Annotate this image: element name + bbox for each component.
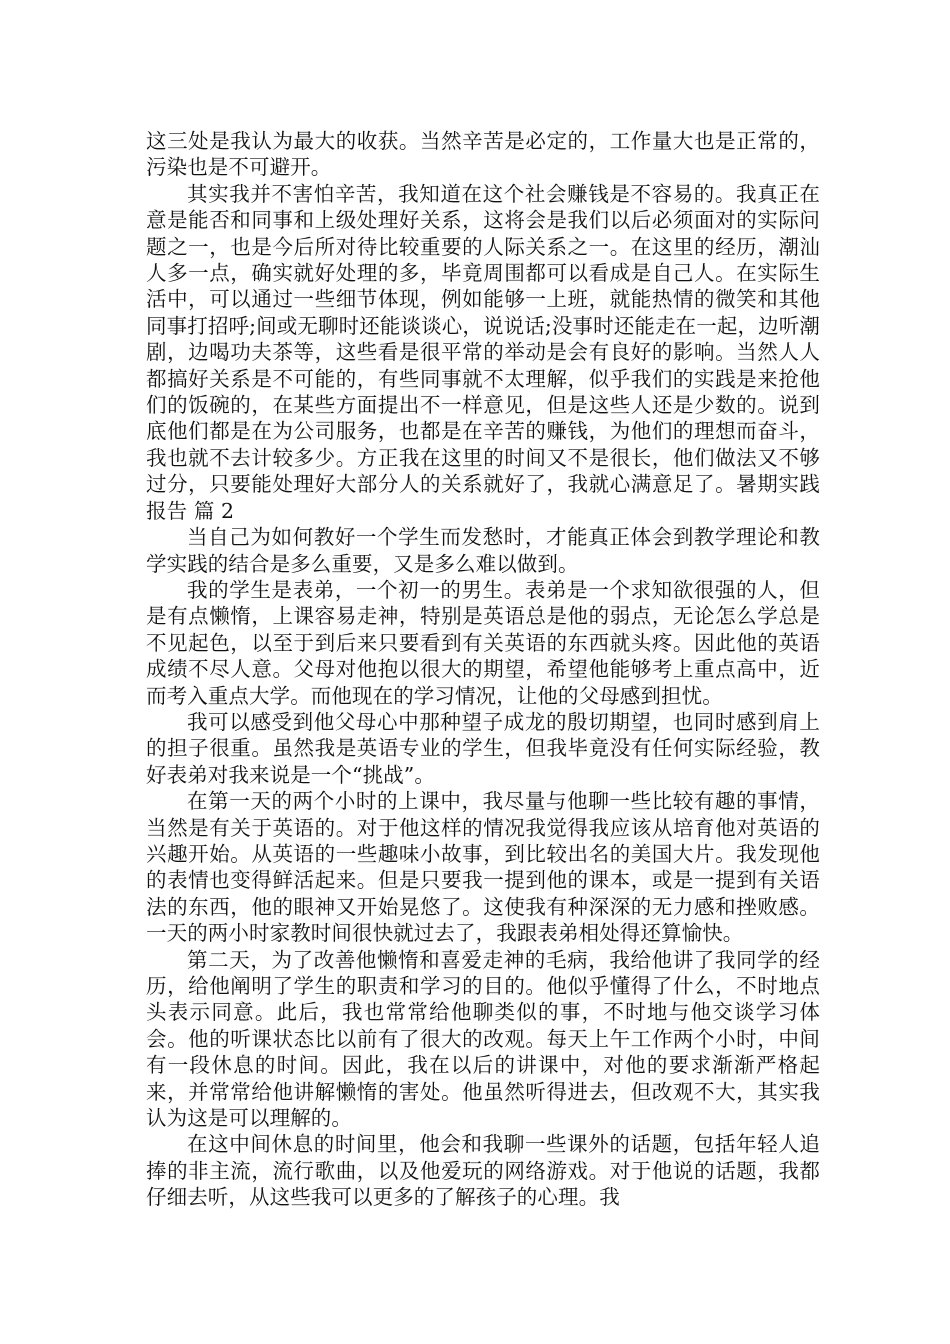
paragraph-3: 当自己为如何教好一个学生而发愁时，才能真正体会到教学理论和教学实践的结合是多么重要，又是多么难以做到。 — [146, 525, 820, 576]
paragraph-6: 在第一天的两个小时的上课中，我尽量与他聊一些比较有趣的事情，当然是有关于英语的。对于他这样的情况我觉得我应该从培育他对英语的兴趣开始。从英语的一些趣味小故事，到比较出名的美国大片。我发现他的表情也变得鲜活起来。但是只要我一提到他的课本，或是一提到有关语法的东西，他的眼神又开始晃悠了。这使我有种深深的无力感和挫败感。一天的两小时家教时间很快就过去了，我跟表弟相处得还算愉快。 — [146, 789, 820, 946]
paragraph-4: 我的学生是表弟，一个初一的男生。表弟是一个求知欲很强的人，但是有点懒惰，上课容易走神，特别是英语总是他的弱点，无论怎么学总是不见起色，以至于到后来只要看到有关英语的东西就头疼。因此他的英语成绩不尽人意。父母对他抱以很大的期望，希望他能够考上重点高中，近而考入重点大学。而他现在的学习情况，让他的父母感到担忧。 — [146, 577, 820, 708]
paragraph-8: 在这中间休息的时间里，他会和我聊一些课外的话题，包括年轻人追捧的非主流，流行歌曲，以及他爱玩的网络游戏。对于他说的话题，我都仔细去听，从这些我可以更多的了解孩子的心理。我 — [146, 1132, 820, 1210]
paragraph-5: 我可以感受到他父母心中那种望子成龙的殷切期望，也同时感到肩上的担子很重。虽然我是英语专业的学生，但我毕竟没有任何实际经验，教好表弟对我来说是一个“挑战”。 — [146, 709, 820, 787]
paragraph-1: 这三处是我认为最大的收获。当然辛苦是必定的，工作量大也是正常的，污染也是不可避开。 — [146, 129, 820, 180]
paragraph-7: 第二天，为了改善他懒惰和喜爱走神的毛病，我给他讲了我同学的经历，给他阐明了学生的职责和学习的目的。他似乎懂得了什么，不时地点头表示同意。此后，我也常常给他聊类似的事，不时地与他交谈学习体会。他的听课状态比以前有了很大的改观。每天上午工作两个小时，中间有一段休息的时间。因此，我在以后的讲课中，对他的要求渐渐严格起来，并常常给他讲解懒惰的害处。他虽然听得进去，但改观不大，其实我认为这是可以理解的。 — [146, 947, 820, 1131]
paragraph-2: 其实我并不害怕辛苦，我知道在这个社会赚钱是不容易的。我真正在意是能否和同事和上级处理好关系，这将会是我们以后必须面对的实际问题之一，也是今后所对待比较重要的人际关系之一。在这里的经历，潮汕人多一点，确实就好处理的多，毕竟周围都可以看成是自己人。在实际生活中，可以通过一些细节体现，例如能够一上班，就能热情的微笑和其他同事打招呼;间或无聊时还能谈谈心，说说话;没事时还能走在一起，边听潮剧，边喝功夫茶等，这些看是很平常的举动是会有良好的影响。当然人人都搞好关系是不可能的，有些同事就不太理解，似乎我们的实践是来抢他们的饭碗的，在某些方面提出不一样意见，但是这些人还是少数的。说到底他们都是在为公司服务，也都是在辛苦的赚钱，为他们的理想而奋斗，我也就不去计较多少。方正我在这里的时间又不是很长，他们做法又不够过分，只要能处理好大部分人的关系就好了，我就心满意足了。暑期实践报告 篇 2 — [146, 181, 820, 523]
document-page — [146, 128, 820, 1211]
